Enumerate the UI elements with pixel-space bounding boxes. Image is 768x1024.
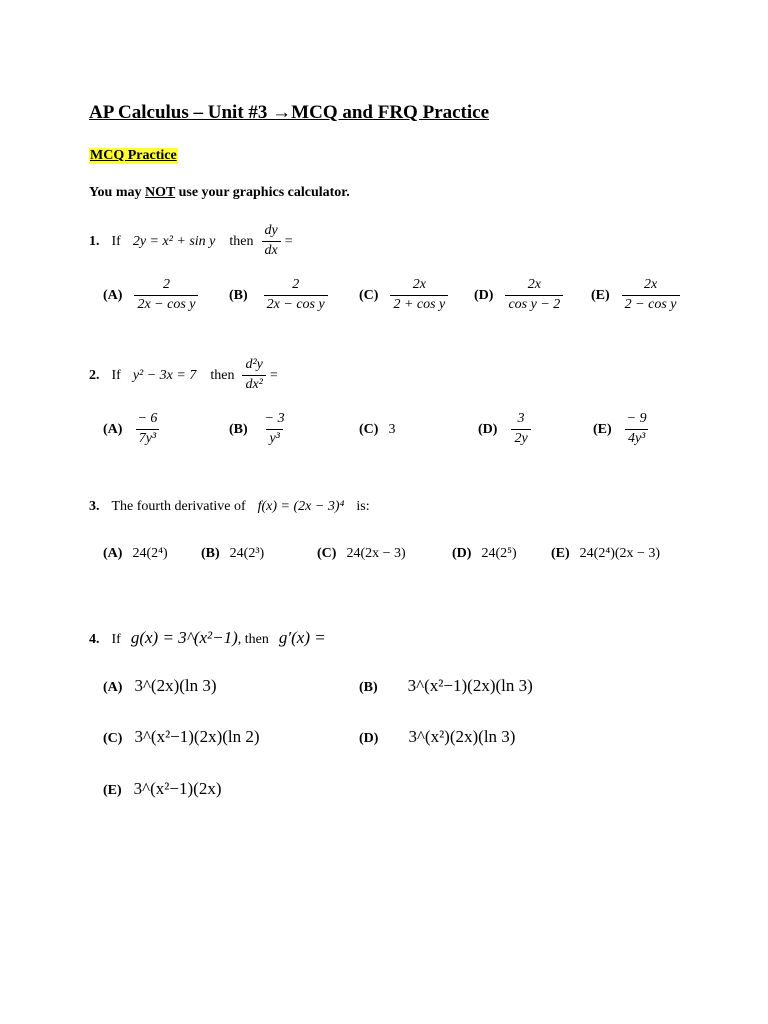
fraction-numerator: 2x (527, 277, 541, 292)
fraction-numerator: 2 (162, 277, 170, 292)
choice-label: (B) (201, 546, 220, 561)
derivative-fraction (262, 222, 281, 261)
choice-fraction (511, 410, 530, 449)
choice-label: (D) (474, 288, 494, 304)
choice-3e[interactable] (551, 544, 660, 562)
choice-3c[interactable] (317, 544, 406, 562)
instructions (89, 185, 350, 201)
choice-1c[interactable] (359, 276, 448, 315)
question-if: If (111, 234, 121, 250)
choice-label: (B) (229, 422, 248, 438)
fraction-numerator: − 6 (137, 411, 158, 426)
choice-fraction (390, 276, 448, 315)
question-equation: y² − 3x = 7 (132, 368, 197, 384)
fraction-denominator: 2y (511, 429, 530, 449)
choice-label: (B) (359, 680, 378, 695)
choice-value: 24(2x − 3) (346, 546, 406, 561)
instruction-not: NOT (145, 185, 176, 200)
choice-fraction (505, 276, 563, 315)
choice-label: (E) (591, 288, 610, 304)
choice-fraction (134, 276, 198, 315)
question-number: 2. (89, 368, 100, 384)
choice-4e[interactable] (103, 779, 221, 799)
choice-2b[interactable] (229, 410, 288, 449)
fraction-numerator: − 3 (264, 411, 285, 426)
question-equation: 2y = x² + sin y (132, 234, 216, 250)
choice-label: (C) (359, 288, 379, 304)
choice-label: (A) (103, 680, 123, 695)
choice-label: (A) (103, 422, 123, 438)
fraction-denominator: cos y − 2 (505, 295, 563, 315)
fraction-denominator: 2x − cos y (134, 295, 198, 315)
fraction-denominator: y³ (266, 429, 282, 449)
fraction-numerator: 2 (292, 277, 300, 292)
fraction-numerator: 3 (517, 411, 525, 426)
fraction-denominator: dx (262, 241, 281, 261)
equals-sign: = (269, 368, 278, 384)
choice-2a[interactable] (103, 410, 160, 449)
question-1 (89, 222, 293, 261)
question-is: is: (356, 499, 370, 514)
choice-1a[interactable] (103, 276, 198, 315)
choice-fraction (264, 276, 328, 315)
choice-3b[interactable] (201, 544, 264, 562)
fraction-denominator: 4y³ (625, 429, 648, 449)
question-2 (89, 356, 278, 395)
choice-label: (E) (551, 546, 570, 561)
choice-label: (E) (593, 422, 612, 438)
choice-2e[interactable] (593, 410, 650, 449)
choice-3a[interactable] (103, 544, 168, 562)
fraction-denominator: dx² (242, 375, 265, 395)
choice-label: (D) (452, 546, 472, 561)
question-if: If (111, 368, 121, 384)
question-function: g(x) = 3^(x²−1) (130, 628, 238, 647)
derivative-fraction (242, 356, 265, 395)
fraction-denominator: 2 + cos y (390, 295, 448, 315)
fraction-numerator: 2x (412, 277, 426, 292)
question-4 (89, 628, 326, 648)
fraction-numerator: − 9 (626, 411, 647, 426)
choice-label: (D) (359, 731, 379, 746)
choice-fraction (622, 276, 680, 315)
choice-label: (A) (103, 546, 123, 561)
question-3 (89, 497, 370, 515)
choice-1e[interactable] (591, 276, 680, 315)
choice-label: (C) (103, 731, 123, 746)
choice-value: 3^(2x)(ln 3) (134, 676, 217, 695)
fraction-numerator: dy (264, 223, 278, 238)
question-then: , then (237, 632, 269, 647)
choice-value: 24(2⁴) (132, 546, 168, 561)
question-ask: g′(x) = (278, 628, 326, 647)
fraction-denominator: 2x − cos y (264, 295, 328, 315)
choice-label: (E) (103, 783, 122, 798)
choice-4a[interactable] (103, 676, 217, 696)
choice-value: 3 (388, 422, 396, 437)
choice-3d[interactable] (452, 544, 517, 562)
choice-value: 24(2⁵) (481, 546, 517, 561)
choice-fraction (262, 410, 288, 449)
fraction-denominator: 7y³ (136, 429, 159, 449)
choice-1b[interactable] (229, 276, 328, 315)
section-heading: MCQ Practice (90, 148, 177, 163)
choice-1d[interactable] (474, 276, 563, 315)
choice-2d[interactable] (478, 410, 531, 449)
question-function: f(x) = (2x − 3)⁴ (257, 499, 345, 514)
choice-label: (D) (478, 422, 498, 438)
fraction-numerator: d²y (245, 357, 263, 372)
choice-value: 24(2⁴)(2x − 3) (579, 546, 661, 561)
question-then: then (229, 234, 254, 250)
fraction-numerator: 2x (643, 277, 658, 292)
question-number: 3. (89, 499, 100, 514)
choice-label: (B) (229, 288, 248, 304)
question-then: then (210, 368, 235, 384)
instruction-post: use your graphics calculator. (175, 185, 350, 200)
instruction-pre: You may (89, 185, 146, 200)
choice-label: (A) (103, 288, 123, 304)
choice-2c[interactable] (359, 420, 395, 438)
question-if: If (111, 632, 121, 647)
equals-sign: = (284, 234, 293, 250)
choice-4d[interactable] (359, 727, 515, 747)
choice-value: 3^(x²−1)(2x)(ln 2) (134, 727, 260, 746)
choice-4c[interactable] (103, 727, 260, 747)
choice-label: (C) (359, 422, 379, 437)
question-text: The fourth derivative of (111, 499, 246, 514)
page-title: AP Calculus – Unit #3 →MCQ and FRQ Practice (89, 102, 490, 123)
choice-value: 3^(x²)(2x)(ln 3) (408, 727, 516, 746)
question-number: 1. (89, 234, 100, 250)
choice-fraction (134, 410, 160, 449)
choice-fraction (624, 410, 650, 449)
question-number: 4. (89, 632, 100, 647)
choice-4b[interactable] (359, 676, 533, 696)
choice-label: (C) (317, 546, 337, 561)
choice-value: 3^(x²−1)(2x)(ln 3) (407, 676, 533, 695)
choice-value: 24(2³) (229, 546, 265, 561)
fraction-denominator: 2 − cos y (622, 295, 680, 315)
choice-value: 3^(x²−1)(2x) (133, 779, 222, 798)
